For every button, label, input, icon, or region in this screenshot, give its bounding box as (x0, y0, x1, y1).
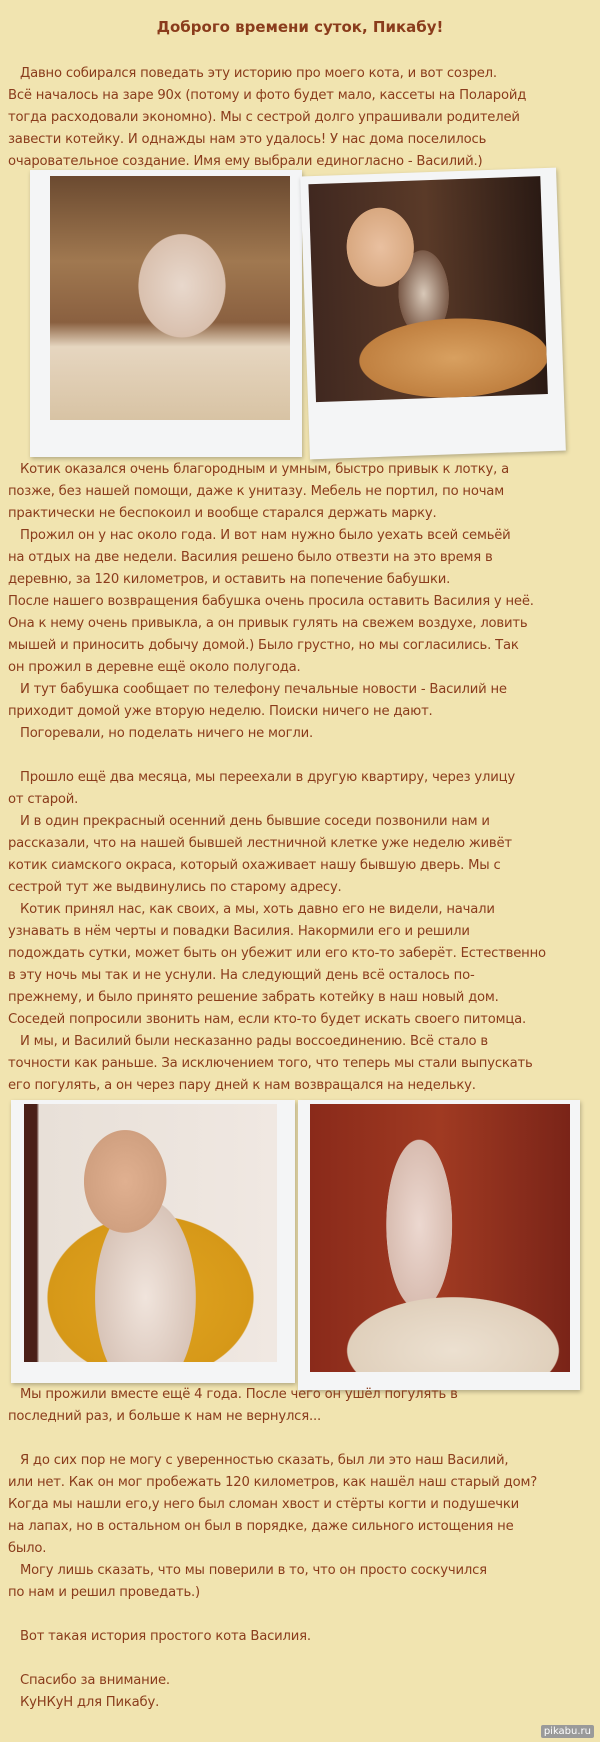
text-line: Мы прожили вместе ещё 4 года. После чего он ушёл погулять в (8, 1387, 458, 1402)
polaroid-boy-holding-cat (11, 1100, 295, 1383)
text-line: прежнему, и было принято решение забрать котейку в наш новый дом. (8, 990, 499, 1005)
text-line: КуНКуН для Пикабу. (8, 1695, 160, 1710)
cat-sitting-photo (310, 1104, 570, 1372)
ending-paragraph (8, 1384, 598, 1714)
text-line: Она к нему очень привыкла, а он привык гулять на свежем воздухе, ловить (8, 616, 528, 631)
text-line: Погоревали, но поделать ничего не могли. (8, 726, 313, 741)
text-line (8, 1604, 598, 1626)
text-line: Котик оказался очень благородным и умным, быстро привык к лотку, а (8, 462, 510, 477)
text-line (8, 1648, 598, 1670)
text-line: по нам и решил проведать.) (8, 1585, 200, 1600)
text-line: приходит домой уже вторую неделю. Поиски ничего не дают. (8, 704, 433, 719)
text-line: И тут бабушка сообщает по телефону печальные новости - Василий не (8, 682, 507, 697)
intro-paragraph (8, 63, 598, 173)
post-title: Доброго времени суток, Пикабу! (156, 18, 444, 36)
text-line: точности как раньше. За исключением того, что теперь мы стали выпускать (8, 1056, 533, 1071)
text-line: Прожил он у нас около года. И вот нам нужно было уехать всей семьёй (8, 528, 511, 543)
text-line: И мы, и Василий были несказанно рады воссоединению. Всё стало в (8, 1034, 488, 1049)
text-line (8, 745, 598, 767)
text-line: Давно собирался поведать эту историю про моего кота, и вот созрел. (8, 66, 497, 81)
text-line: И в один прекрасный осенний день бывшие соседи позвонили нам и (8, 814, 490, 829)
text-line: Когда мы нашли его,у него был сломан хвост и стёрты когти и подушечки (8, 1497, 519, 1512)
text-line: Всё началось на заре 90х (потому и фото будет мало, кассеты на Поларойд (8, 88, 527, 103)
story-paragraph (8, 459, 598, 1097)
text-line: он прожил в деревне ещё около полугода. (8, 660, 301, 675)
text-line: Соседей попросили звонить нам, если кто-то будет искать своего питомца. (8, 1012, 526, 1027)
text-line: Могу лишь сказать, что мы поверили в то, что он просто соскучился (8, 1563, 487, 1578)
text-line: практически не беспокоил и вообще старался держать марку. (8, 506, 437, 521)
pikabu-watermark: pikabu.ru (541, 1725, 594, 1738)
text-line: позже, без нашей помощи, даже к унитазу. Мебель не портил, по ночам (8, 484, 504, 499)
text-line: последний раз, и больше к нам не вернулся... (8, 1409, 321, 1424)
text-line (8, 1428, 598, 1450)
text-line: Котик принял нас, как своих, а мы, хоть давно его не видели, начали (8, 902, 495, 917)
text-line: было. (8, 1541, 47, 1556)
polaroid-boy-with-kitten (300, 168, 566, 460)
text-line: мышей и приносить добычу домой.) Было грустно, но мы согласились. Так (8, 638, 519, 653)
text-line: его погулять, а он через пару дней к нам возвращался на недельку. (8, 1078, 476, 1093)
text-line: в эту ночь мы так и не уснули. На следующий день всё осталось по- (8, 968, 475, 983)
text-line: Вот такая история простого кота Василия. (8, 1629, 311, 1644)
text-line: После нашего возвращения бабушка очень просила оставить Василия у неё. (8, 594, 534, 609)
text-line: Прошло ещё два месяца, мы переехали в другую квартиру, через улицу (8, 770, 516, 785)
text-line: от старой. (8, 792, 79, 807)
text-line: рассказали, что на нашей бывшей лестничной клетке уже неделю живёт (8, 836, 512, 851)
kitten-photo (50, 176, 290, 420)
text-line: котик сиамского окраса, который охаживает нашу бывшую дверь. Мы с (8, 858, 501, 873)
polaroid-cat-sitting (298, 1100, 580, 1390)
text-line: на отдых на две недели. Василия решено было отвезти на это время в (8, 550, 493, 565)
text-line: очаровательное создание. Имя ему выбрали единогласно - Василий.) (8, 154, 483, 169)
text-line: тогда расходовали экономно). Мы с сестрой долго упрашивали родителей (8, 110, 520, 125)
text-line: на лапах, но в остальном он был в порядке, даже сильного истощения не (8, 1519, 514, 1534)
text-line: сестрой тут же выдвинулись по старому адресу. (8, 880, 342, 895)
boy-cat-photo (24, 1104, 277, 1362)
text-line: Спасибо за внимание. (8, 1673, 170, 1688)
text-line: завести котейку. И однажды нам это удалось! У нас дома поселилось (8, 132, 487, 147)
text-line: или нет. Как он мог пробежать 120 километров, как нашёл наш старый дом? (8, 1475, 537, 1490)
text-line: подождать сутки, может быть он убежит или его кто-то заберёт. Естественно (8, 946, 546, 961)
boy-kitten-photo (308, 176, 547, 402)
text-line: деревню, за 120 километров, и оставить на попечение бабушки. (8, 572, 451, 587)
polaroid-kitten-on-carpet (30, 170, 302, 457)
text-line: узнавать в нём черты и повадки Василия. Накормили его и решили (8, 924, 470, 939)
text-line: Я до сих пор не могу с уверенностью сказать, был ли это наш Василий, (8, 1453, 509, 1468)
